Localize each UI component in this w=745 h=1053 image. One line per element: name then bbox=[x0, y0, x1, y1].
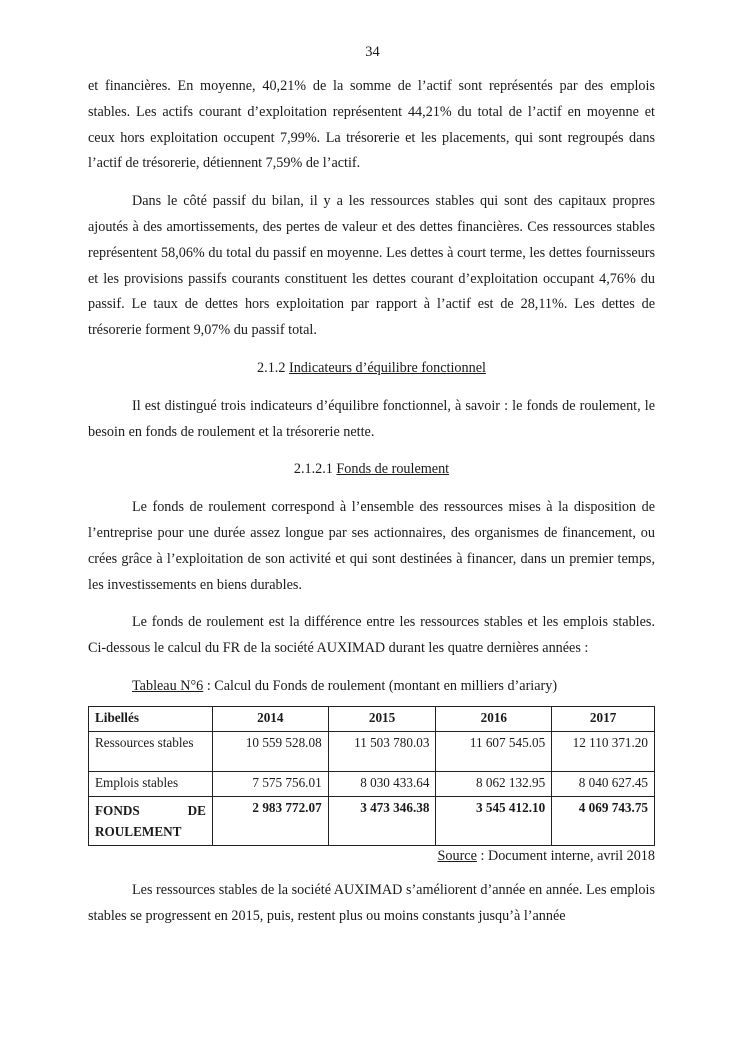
table-row bbox=[89, 731, 655, 771]
table-header-cell: 2014 bbox=[212, 706, 328, 731]
row-label: Ressources stables bbox=[89, 731, 213, 771]
table-cell: 8 040 627.45 bbox=[552, 771, 655, 796]
section-heading-2-1-2-1 bbox=[88, 457, 655, 483]
paragraph-3: Il est distingué trois indicateurs d’équilibre fonctionnel, à savoir : le fonds de roulement, le besoin en fonds de roulement et la trésorerie nette. bbox=[88, 397, 655, 440]
table-row bbox=[89, 771, 655, 796]
table-caption-text: : Calcul du Fonds de roulement (montant en milliers d’ariary) bbox=[203, 677, 558, 694]
paragraph-4: Le fonds de roulement correspond à l’ensemble des ressources mises à la disposition de l’entreprise pour une durée assez longue par ses actionnaires, des organismes de financement, ou crées grâce à l’exploitation de son activité et qui sont destinées à financer, dans un premier temps, les investissements en biens durables. bbox=[88, 499, 655, 593]
page-content bbox=[88, 74, 655, 929]
section-number: 2.1.2 bbox=[257, 359, 286, 376]
row-label-part: FONDS bbox=[95, 802, 140, 818]
table-cell: 2 983 772.07 bbox=[212, 796, 328, 845]
table-cell: 4 069 743.75 bbox=[552, 796, 655, 845]
page-number: 34 bbox=[365, 44, 380, 60]
table-cell: 12 110 371.20 bbox=[552, 731, 655, 771]
table-header-cell: 2016 bbox=[436, 706, 552, 731]
source-text: : Document interne, avril 2018 bbox=[476, 847, 655, 864]
table-cell: 7 575 756.01 bbox=[212, 771, 328, 796]
table-cell: 10 559 528.08 bbox=[212, 731, 328, 771]
paragraph-1: et financières. En moyenne, 40,21% de la somme de l’actif sont représentés par des emplois stables. Les actifs courant d’exploitation représentent 44,21% du total de l’actif en moyenne et ceux hors exploitation occupent 7,99%. La trésorerie et les placements, qui sont regroupés dans l’actif de trésorerie, détiennent 7,59% de l’actif. bbox=[88, 78, 655, 172]
table-cell: 8 030 433.64 bbox=[328, 771, 436, 796]
fonds-roulement-table bbox=[88, 706, 655, 846]
table-header-cell: 2015 bbox=[328, 706, 436, 731]
source-label: Source bbox=[437, 847, 477, 864]
table-source bbox=[88, 846, 655, 866]
paragraph-2: Dans le côté passif du bilan, il y a les ressources stables qui sont des capitaux propres ajoutés à des amortissements, des pertes de valeur et des dettes financières. Ces ressources stables représentent 58,06% du total du passif en moyenne. Les dettes à court terme, les dettes fournisseurs et les provisions passifs courants constituent les dettes courant d’exploitation occupant 4,76% du passif. Le taux de dettes hors exploitation par rapport à l’actif est de 28,11%. Les dettes de trésorerie forment 9,07% du passif total. bbox=[88, 193, 655, 339]
table-cell: 11 607 545.05 bbox=[436, 731, 552, 771]
table-caption-label: Tableau N°6 bbox=[132, 677, 204, 694]
table-header-cell: Libellés bbox=[89, 706, 213, 731]
table-cell: 11 503 780.03 bbox=[328, 731, 436, 771]
subsection-number: 2.1.2.1 bbox=[293, 461, 333, 478]
table-row-total bbox=[89, 796, 655, 845]
paragraph-6: Les ressources stables de la société AUXIMAD s’améliorent d’année en année. Les emplois stables se progressent en 2015, puis, restent plus ou moins constants jusqu’à l’année bbox=[88, 881, 655, 924]
table-header-row bbox=[89, 706, 655, 731]
row-label-part: ROULEMENT bbox=[95, 823, 182, 839]
paragraph-5: Le fonds de roulement est la différence entre les ressources stables et les emplois stables. Ci-dessous le calcul du FR de la société AUXIMAD durant les quatre dernières années : bbox=[88, 614, 655, 657]
table-cell: 3 545 412.10 bbox=[436, 796, 552, 845]
table-cell: 8 062 132.95 bbox=[436, 771, 552, 796]
section-heading-2-1-2 bbox=[88, 356, 655, 382]
row-label-part: DE bbox=[187, 802, 206, 818]
row-label bbox=[89, 796, 213, 845]
subsection-title: Fonds de roulement bbox=[336, 461, 450, 478]
table-header-cell: 2017 bbox=[552, 706, 655, 731]
table-cell: 3 473 346.38 bbox=[328, 796, 436, 845]
table-caption bbox=[88, 674, 655, 700]
section-title: Indicateurs d’équilibre fonctionnel bbox=[288, 359, 486, 376]
row-label: Emplois stables bbox=[89, 771, 213, 796]
